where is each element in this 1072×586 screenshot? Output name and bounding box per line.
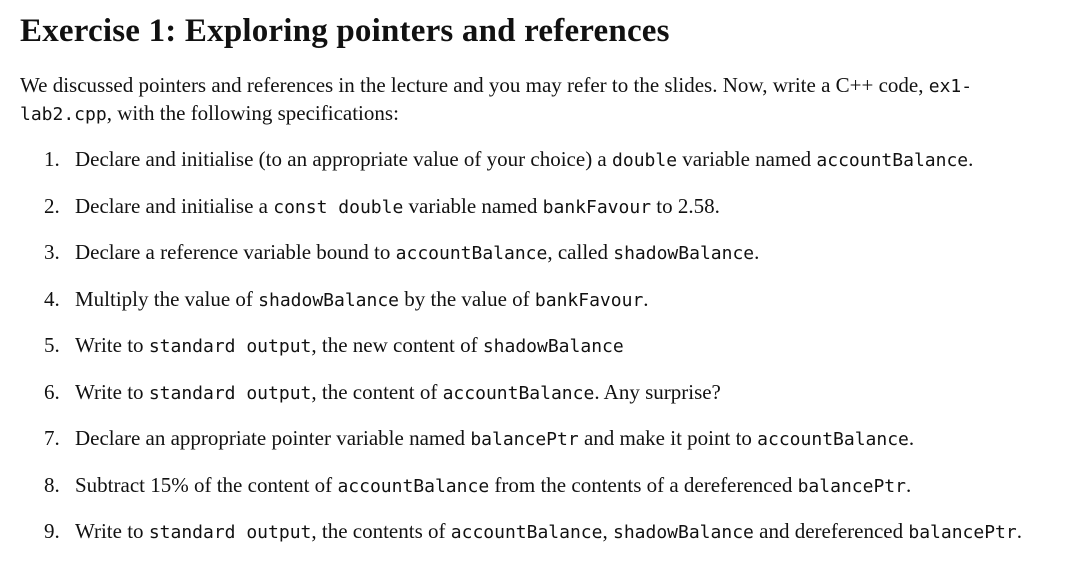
inline-code: accountBalance: [395, 243, 548, 264]
list-item-number: 8.: [44, 472, 60, 497]
text-run: Multiply the value of: [75, 286, 259, 311]
inline-code: shadowBalance: [482, 336, 624, 357]
text-run: .: [643, 286, 649, 311]
specification-list: [0, 146, 1072, 574]
text-run: Write to: [75, 379, 149, 404]
inline-code: standard output: [148, 336, 312, 357]
inline-code: standard output: [148, 382, 312, 404]
text-run: .: [905, 472, 912, 497]
list-item-number: 2.: [44, 193, 60, 218]
text-run: Declare and initialise (to an appropriate value of your choice) a: [75, 147, 613, 171]
intro-paragraph: [20, 72, 1050, 128]
list-item-text: [75, 425, 1065, 453]
list-item: [0, 286, 1072, 333]
inline-code: shadowBalance: [258, 289, 400, 311]
list-item-text: [75, 193, 1065, 221]
text-run: and dereferenced: [753, 519, 909, 543]
text-run: Write to: [75, 333, 149, 357]
list-item-text: [75, 239, 1065, 267]
text-run: , called: [547, 240, 614, 264]
text-run: . Any surprise?: [594, 379, 721, 404]
text-run: variable named: [403, 193, 543, 218]
inline-code: balancePtr: [797, 475, 906, 497]
text-run: Declare a reference variable bound to: [75, 240, 396, 264]
list-item-text: [75, 146, 1065, 174]
list-item-number: 1.: [44, 147, 60, 171]
text-run: Subtract 15% of the content of: [75, 472, 338, 497]
text-run: , the content of: [311, 379, 443, 404]
intro-text-before: We discussed pointers and references in the lecture and you may refer to the slides. Now, write a C++ code,: [20, 73, 929, 97]
inline-code: accountBalance: [442, 382, 595, 404]
list-item: [0, 472, 1072, 519]
list-item-number: 7.: [44, 426, 60, 450]
list-item: [0, 425, 1072, 472]
inline-code: accountBalance: [337, 475, 490, 497]
text-run: by the value of: [399, 286, 535, 311]
inline-code: bankFavour: [542, 196, 652, 218]
text-run: Declare an appropriate pointer variable named: [75, 426, 471, 450]
inline-code: accountBalance: [816, 150, 969, 171]
list-item-number: 4.: [44, 286, 60, 311]
list-item-number: 6.: [44, 379, 60, 404]
intro-text-after: , with the following specifications:: [106, 101, 399, 125]
text-run: and make it point to: [578, 426, 758, 450]
list-item: [0, 193, 1072, 240]
exercise-title: Exercise 1: Exploring pointers and references: [20, 13, 670, 49]
inline-code: accountBalance: [757, 429, 909, 450]
list-item-number: 3.: [44, 240, 60, 264]
list-item-text: [75, 518, 1065, 546]
inline-code: shadowBalance: [613, 243, 755, 264]
list-item: [0, 239, 1072, 286]
text-run: , the new content of: [311, 333, 483, 357]
text-run: , the contents of: [311, 519, 451, 543]
text-run: .: [968, 147, 974, 171]
inline-code: const double: [273, 196, 404, 218]
list-item-text: [75, 472, 1065, 500]
text-run: to 2.58.: [651, 193, 720, 218]
list-item-text: [75, 379, 1065, 407]
inline-code: balancePtr: [470, 429, 579, 450]
list-item: [0, 146, 1072, 193]
text-run: .: [754, 240, 760, 264]
list-item-text: [75, 332, 1065, 360]
inline-code: accountBalance: [450, 522, 603, 543]
text-run: variable named: [677, 147, 817, 171]
list-item: [0, 518, 1072, 574]
text-run: Write to: [75, 519, 149, 543]
text-run: Declare and initialise a: [75, 193, 274, 218]
list-item-number: 5.: [44, 333, 60, 357]
inline-code: standard output: [148, 522, 312, 543]
list-item-text: [75, 286, 1065, 314]
text-run: from the contents of a dereferenced: [489, 472, 798, 497]
list-item: [0, 332, 1072, 379]
list-item: [0, 379, 1072, 426]
text-run: .: [908, 426, 915, 450]
list-item-number: 9.: [44, 519, 60, 543]
inline-code: double: [612, 150, 678, 171]
intro-filename: ex1-lab2.cpp: [20, 76, 973, 125]
inline-code: bankFavour: [534, 289, 644, 311]
text-run: ,: [602, 519, 613, 543]
text-run: .: [1016, 519, 1022, 543]
inline-code: balancePtr: [908, 522, 1017, 543]
inline-code: shadowBalance: [612, 522, 754, 543]
